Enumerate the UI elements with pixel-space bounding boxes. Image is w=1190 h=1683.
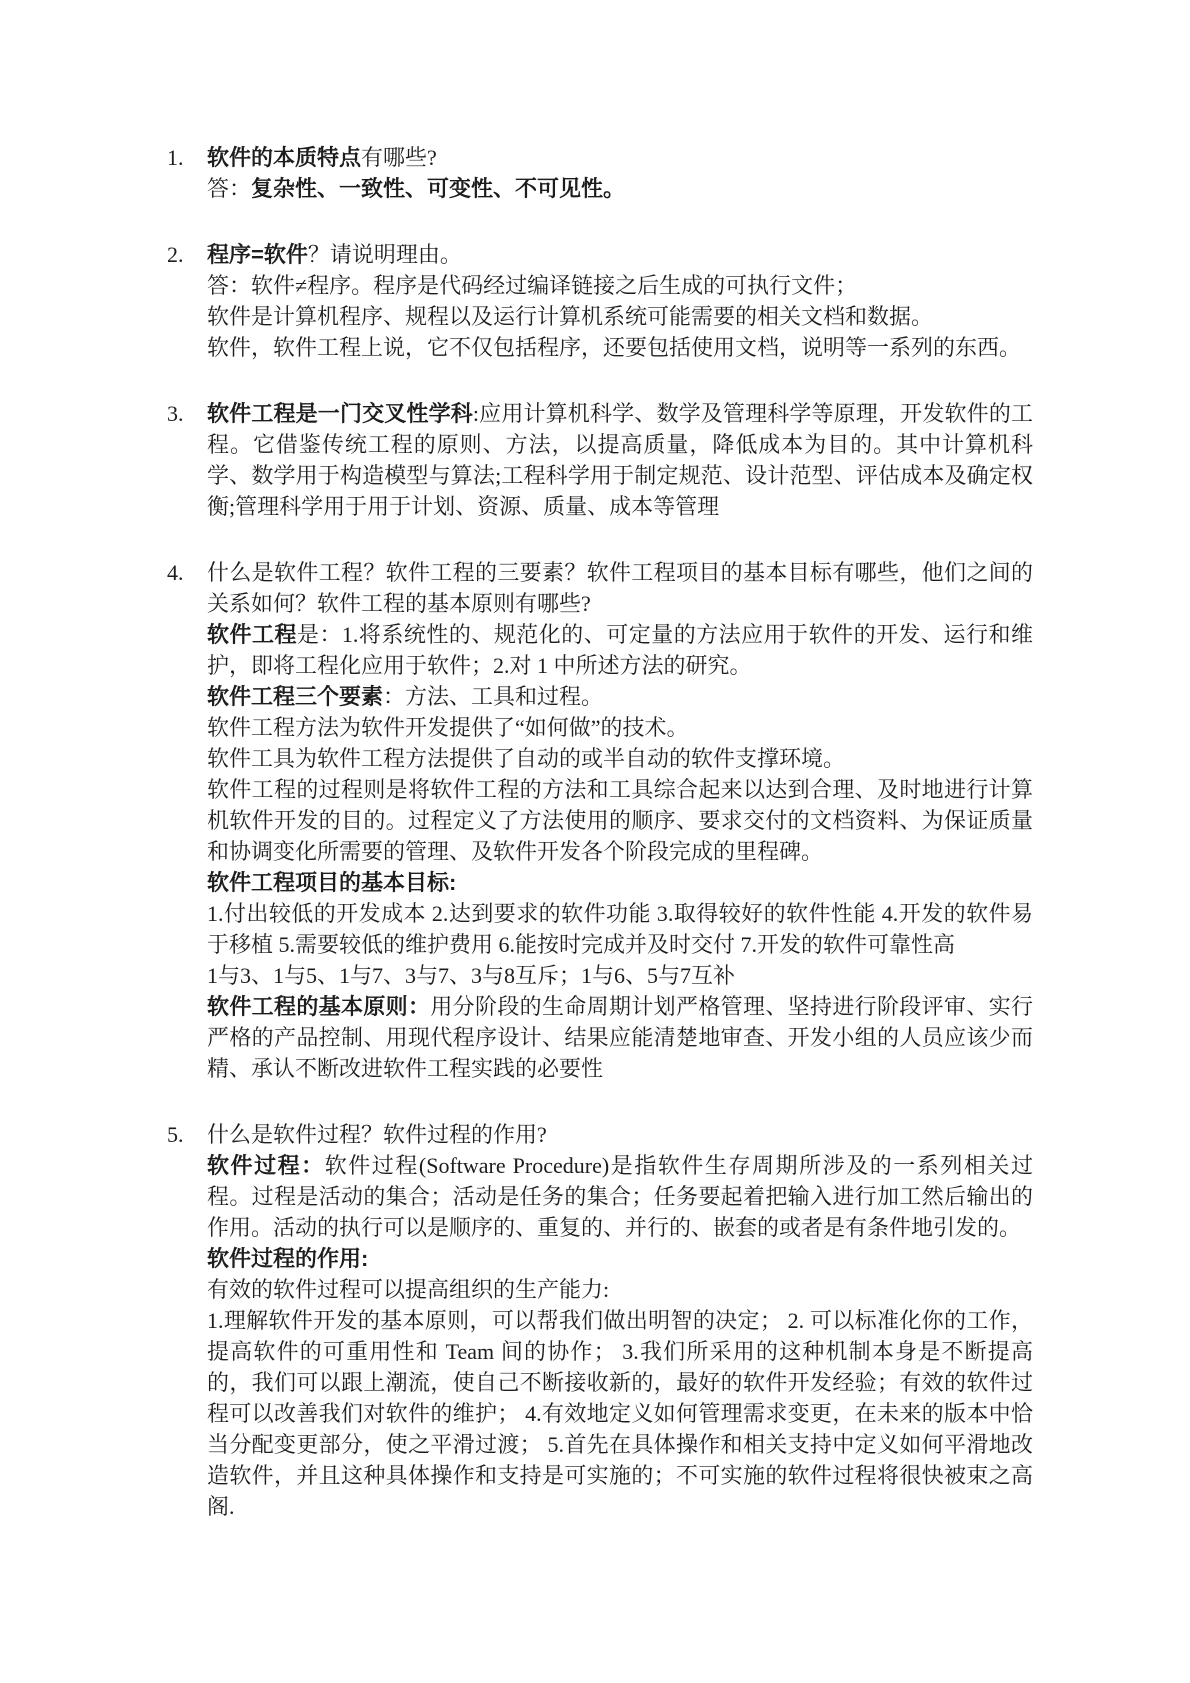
item-number: 2. — [167, 242, 184, 267]
item-paragraph — [207, 1150, 1033, 1243]
item-number: 4. — [167, 560, 184, 585]
text-segment: 软件工程 — [207, 622, 297, 647]
text-segment: 是：1.将系统性的、规范化的、可定量的方法应用于软件的开发、运行和维护，即将工程化应用于软件；2.对 1 中所述方法的研究。 — [207, 622, 1033, 678]
item-paragraph — [207, 867, 1033, 898]
item-paragraph — [207, 619, 1033, 681]
item-number: 1. — [167, 145, 184, 170]
item-paragraph — [207, 774, 1033, 867]
text-segment: 软件工具为软件工程方法提供了自动的或半自动的软件支撑环境。 — [207, 746, 846, 771]
item-paragraph — [207, 681, 1033, 712]
item-paragraph — [207, 557, 1033, 619]
item-paragraph — [207, 239, 1033, 270]
item-paragraph — [207, 1274, 1033, 1305]
item-number: 3. — [167, 401, 184, 426]
item-paragraph — [207, 173, 1033, 204]
item-paragraph — [207, 898, 1033, 960]
text-segment: 答： — [207, 176, 252, 201]
text-segment: 软件工程方法为软件开发提供了“如何做”的技术。 — [207, 715, 689, 740]
text-segment: 软件过程的作用: — [207, 1246, 369, 1271]
text-segment: 软件，软件工程上说，它不仅包括程序，还要包括使用文档，说明等一系列的东西。 — [207, 335, 1022, 360]
text-segment: ？请说明理由。 — [307, 242, 462, 267]
text-segment: 什么是软件工程？软件工程的三要素？软件工程项目的基本目标有哪些，他们之间的关系如何？软件工程的基本原则有哪些? — [207, 560, 1033, 616]
item-paragraph — [207, 712, 1033, 743]
text-segment: 1与3、1与5、1与7、3与7、3与8互斥；1与6、5与7互补 — [207, 963, 736, 988]
list-item — [167, 1119, 1033, 1522]
text-segment: 用分阶段的生命周期计划严格管理、坚持进行阶段评审、实行严格的产品控制、用现代程序设计、结果应能清楚地审查、开发小组的人员应该少而精、承认不断改进软件工程实践的必要性 — [207, 994, 1033, 1081]
item-body — [207, 557, 1033, 1084]
list-item — [167, 557, 1033, 1084]
text-segment: 软件工程项目的基本目标: — [207, 870, 457, 895]
item-paragraph — [207, 142, 1033, 173]
item-paragraph — [207, 991, 1033, 1084]
text-segment: 软件工程的基本原则： — [207, 994, 431, 1019]
text-segment: 有哪些? — [361, 145, 437, 170]
text-segment: 软件工程三个要素 — [207, 684, 384, 709]
text-segment: 答：软件≠程序。程序是代码经过编译链接之后生成的可执行文件； — [207, 273, 858, 298]
item-body — [207, 1119, 1033, 1522]
list-item — [167, 239, 1033, 363]
text-segment: 软件工程是一门交叉性学科 — [207, 401, 473, 426]
text-segment: :应用计算机科学、数学及管理科学等原理，开发软件的工程。它借鉴传统工程的原则、方法，以提高质量，降低成本为目的。其中计算机科学、数学用于构造模型与算法;工程科学用于制定规范、设计范型、评估成本及确定权衡;管理科学用于用于计划、资源、质量、成本等管理 — [207, 401, 1033, 519]
item-body — [207, 142, 1033, 204]
document-body — [167, 142, 1033, 1522]
text-segment: 1.理解软件开发的基本原则，可以帮我们做出明智的决定； 2. 可以标准化你的工作，提高软件的可重用性和 Team 间的协作； 3.我们所采用的这种机制本身是不断提高的，我们可以跟上潮流，使自己不断接收新的，最好的软件开发经验；有效的软件过程可以改善我们对软件的维护； 4.有效地定义如何管理需求变更，在未来的版本中恰当分配变更部分，使之平滑过渡； 5.首先在具体操作和相关支持中定义如何平滑地改造软件，并且这种具体操作和支持是可实施的；不可实施的软件过程将很快被束之高阁. — [207, 1308, 1033, 1519]
text-segment: 软件过程： — [207, 1153, 325, 1178]
list-item — [167, 142, 1033, 204]
text-segment: 什么是软件过程？软件过程的作用? — [207, 1122, 547, 1147]
text-segment: 软件工程的过程则是将软件工程的方法和工具综合起来以达到合理、及时地进行计算机软件开发的目的。过程定义了方法使用的顺序、要求交付的文档资料、为保证质量和协调变化所需要的管理、及软件开发各个阶段完成的里程碑。 — [207, 777, 1033, 864]
item-paragraph — [207, 743, 1033, 774]
text-segment: 程序=软件 — [207, 242, 308, 267]
item-paragraph — [207, 960, 1033, 991]
item-paragraph — [207, 1305, 1033, 1522]
item-paragraph — [207, 1243, 1033, 1274]
item-paragraph — [207, 332, 1033, 363]
item-paragraph — [207, 1119, 1033, 1150]
text-segment: 软件是计算机程序、规程以及运行计算机系统可能需要的相关文档和数据。 — [207, 304, 934, 329]
text-segment: 软件的本质特点 — [207, 145, 362, 170]
item-number: 5. — [167, 1122, 184, 1147]
text-segment: 1.付出较低的开发成本 2.达到要求的软件功能 3.取得较好的软件性能 4.开发的软件易于移植 5.需要较低的维护费用 6.能按时完成并及时交付 7.开发的软件可靠性高 — [207, 901, 1033, 957]
text-segment: 复杂性、一致性、可变性、不可见性。 — [251, 176, 626, 201]
text-segment: ：方法、工具和过程。 — [383, 684, 604, 709]
text-segment: 有效的软件过程可以提高组织的生产能力: — [207, 1277, 610, 1302]
text-segment: 软件过程(Software Procedure)是指软件生存周期所涉及的一系列相关过程。过程是活动的集合；活动是任务的集合；任务要起着把输入进行加工然后输出的作用。活动的执行可以是顺序的、重复的、并行的、嵌套的或者是有条件地引发的。 — [207, 1153, 1033, 1240]
item-paragraph — [207, 398, 1033, 522]
item-body — [207, 398, 1033, 522]
item-body — [207, 239, 1033, 363]
item-paragraph — [207, 301, 1033, 332]
list-item — [167, 398, 1033, 522]
item-paragraph — [207, 270, 1033, 301]
